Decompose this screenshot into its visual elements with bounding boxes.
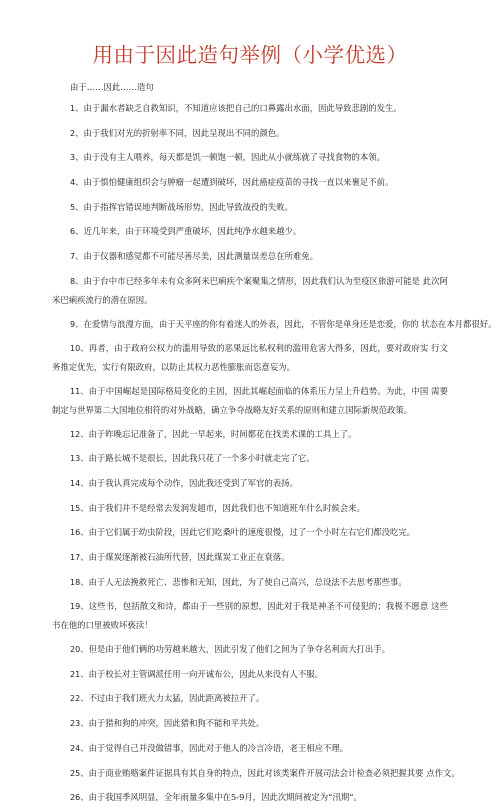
item-number: 18 (70, 577, 81, 587)
item-separator: 、 (80, 477, 89, 488)
item-separator: 、 (80, 502, 89, 513)
item-separator: 、 (80, 718, 89, 729)
item-number: 16 (70, 528, 81, 538)
list-item (52, 523, 448, 541)
list-item (52, 474, 448, 492)
item-number: 3 (70, 153, 76, 163)
list-item (52, 548, 448, 566)
item-text: 由于人无法挽救死亡、悲惨和无知，因此，为了使自己高兴，总设法不去思考那些事。 (88, 576, 407, 587)
item-number: 17 (70, 553, 81, 562)
item-number: 19 (70, 602, 81, 612)
item-text: 由于煤炭逐渐被石油所代替，因此煤炭工业正在衰落。 (88, 552, 290, 562)
item-separator: 、 (80, 428, 89, 439)
item-text: 由于我们对光的折射率不同，因此呈现出不同的颜色。 (83, 127, 285, 138)
item-text: 由于我国季风明显，全年雨量多集中在5-9月，因此次期间被定为“汛期”。 (88, 792, 362, 803)
list-item (52, 272, 448, 308)
list-item (52, 640, 448, 658)
item-text: 由于惧怕健康组织会与肿瘤一起遭到破坏，因此癌症疫苗的寻找一直以来裹足不前。 (83, 177, 394, 188)
item-text: 由于我认真完成每个动作，因此我还受到了军官的表扬。 (88, 477, 298, 488)
item-separator: 、 (80, 385, 89, 396)
item-text: 由于我们并不是经常去发润发超市，因此我们也不知道班车什么时候会来。 (88, 502, 365, 513)
list-item (52, 597, 448, 633)
list-item (52, 173, 448, 191)
item-text: 再者，由于政府公权力的滥用导致的恶果远比私权利的滥用危害大得多，因此，要对政府实 行文务推定优先，实行有限政府，以防止其权力恶性膨胀而恣意妄为。 (52, 343, 448, 373)
list-item (52, 148, 448, 166)
item-number: 11 (70, 386, 81, 396)
item-separator: 、 (80, 644, 89, 655)
item-number: 14 (70, 478, 81, 488)
item-separator: 、 (75, 103, 84, 113)
item-number: 7 (70, 252, 76, 262)
item-separator: 、 (80, 453, 89, 464)
item-separator: 、 (80, 767, 89, 778)
item-text: 近几年来，由于环境受到严重破坏，因此纯净水越来越少。 (83, 226, 302, 237)
list-item (52, 339, 448, 375)
item-number: 5 (70, 202, 76, 212)
sentence-list (52, 99, 497, 806)
item-text: 由于中国崛起是国际格局变化的主因，因此其崛起面临的体系压力呈上升趋势。为此，中国 需要制定与世界第二大国地位相符的对外战略，确立争夺战略友好关系的原则和建立国际新规范政策。 (52, 385, 448, 415)
item-number: 8 (70, 276, 76, 286)
item-text: 由于路长城不是很长，因此我只花了一个多小时就走完了它。 (88, 453, 315, 464)
list-item (52, 124, 448, 142)
item-separator: 、 (75, 251, 84, 262)
list-item (52, 714, 448, 732)
item-number: 2 (70, 128, 76, 138)
item-number: 22 (70, 694, 81, 704)
item-number: 25 (70, 768, 81, 778)
item-separator: 、 (80, 527, 89, 538)
list-item (52, 222, 448, 240)
list-item (52, 689, 448, 707)
item-text: 由于仪器和感觉都不可能尽善尽美，因此测量误差总在所难免。 (83, 251, 318, 262)
list-item (52, 449, 448, 467)
document-subtitle: 由于……因此……造句 (70, 82, 154, 92)
item-number: 6 (70, 227, 76, 237)
list-item (52, 382, 448, 418)
item-number: 10 (70, 344, 81, 354)
item-text: 由于觉得自己并没做错事，因此对于他人的冷言冷语，老王相应不理。 (88, 742, 349, 753)
item-number: 13 (70, 454, 81, 464)
item-text: 但是由于他们俩的功劳越来越大，因此引发了他们之间为了争夺名利而大打出手。 (88, 644, 391, 655)
item-number: 21 (70, 669, 81, 679)
item-text: 这些书，包括散文和诗，都由于一些别的原想，因此对于我是神圣不可侵犯的；我极不愿意 这些书在他的口里被败坏亵渎！ (52, 601, 448, 631)
item-number: 9 (70, 319, 76, 329)
item-separator: 、 (75, 201, 84, 212)
list-item (52, 573, 448, 591)
item-separator: 、 (80, 693, 89, 704)
list-item (52, 247, 448, 265)
item-text: 由于漏水者缺乏自救知识，不知道应该把自己的口鼻露出水面，因此导致悲剧的发生。 (83, 103, 402, 113)
item-number: 23 (70, 719, 81, 729)
list-item (52, 739, 448, 757)
item-number: 4 (70, 178, 76, 188)
item-separator: 、 (75, 318, 84, 329)
item-text: 由于指挥官错误地判断战场形势，因此导致战役的失败。 (83, 201, 293, 212)
list-item (52, 788, 448, 806)
item-separator: 、 (80, 668, 89, 679)
list-item (52, 665, 448, 683)
list-item (52, 198, 448, 216)
item-number: 12 (70, 429, 81, 439)
item-text: 由于商业贿赂案件证据具有其自身的特点，因此对该类案件开展司法会计检查必须把握其要 点作文。 (88, 767, 460, 778)
list-item (52, 315, 497, 333)
item-number: 24 (70, 743, 81, 753)
document-title: 用由于因此造句举例（小学优选） (92, 43, 408, 67)
item-number: 20 (70, 645, 81, 655)
item-separator: 、 (80, 552, 89, 562)
item-separator: 、 (75, 127, 84, 138)
item-number: 26 (70, 793, 81, 803)
item-text: 由于它们属于幼虫阶段，因此它们吃桑叶的速度很慢，过了一个小时左右它们都没吃完。 (88, 527, 416, 538)
list-item (52, 99, 448, 117)
item-text: 不过由于我们班火力太猛，因此距离被拉开了。 (88, 693, 265, 704)
item-separator: 、 (80, 742, 89, 753)
list-item (52, 764, 460, 782)
item-separator: 、 (75, 275, 84, 286)
item-text: 在爱情与浪漫方面，由于天平座的你有着迷人的外表，因此，不管你是单身还是恋爱，你的 状态在本月都很好。 (83, 318, 497, 329)
item-separator: 、 (75, 152, 84, 163)
item-text: 由于没有主人喂养，每天都是饥一顿饱一顿，因此从小就练就了寻找食物的本领。 (83, 152, 385, 163)
item-text: 由于台中市已经多年未有众多阿米巴痢疾个案聚集之情形，因此我们认为至疫区旅游可能是 此次阿米巴痢疾流行的潜在原因。 (52, 275, 448, 305)
item-text: 由于昨晚忘记准备了，因此一早起来，时间都花在找美术课的工具上了。 (88, 428, 357, 439)
item-separator: 、 (75, 226, 84, 237)
item-separator: 、 (80, 576, 89, 587)
item-number: 15 (70, 503, 81, 513)
item-number: 1 (70, 104, 76, 113)
item-separator: 、 (80, 343, 89, 354)
item-text: 由于校长对主管调派任用一向开诚布公，因此从来没有人不服。 (88, 668, 324, 679)
item-separator: 、 (80, 601, 89, 612)
item-text: 由于猎和狗的冲突，因此猎和狗不能和平共处。 (88, 718, 265, 729)
list-item (52, 499, 448, 517)
item-separator: 、 (80, 792, 89, 803)
item-separator: 、 (75, 177, 84, 188)
list-item (52, 425, 448, 443)
